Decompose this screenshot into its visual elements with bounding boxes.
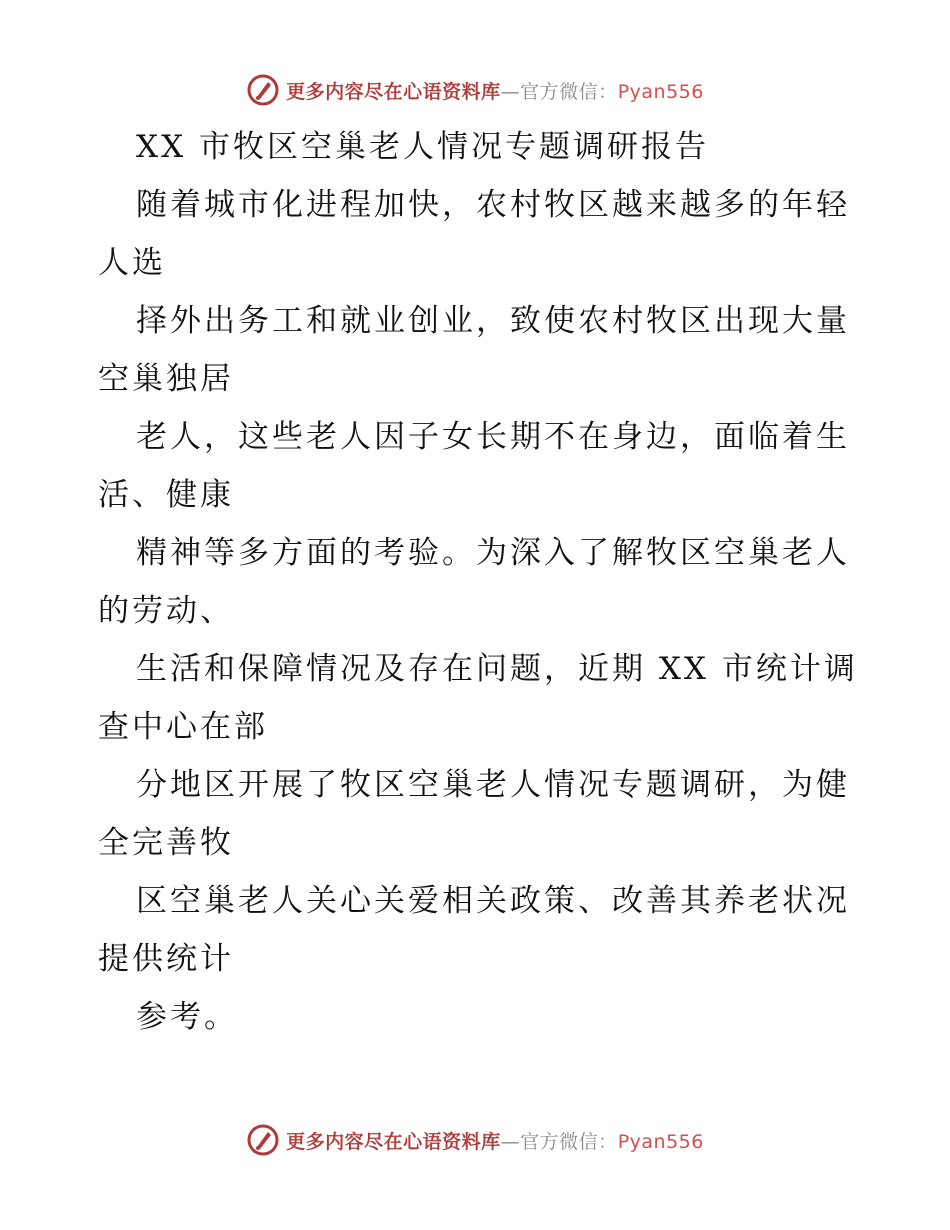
text-line: 生活和保障情况及存在问题，近期 XX 市统计调 xyxy=(136,651,858,687)
banner-text xyxy=(286,1127,704,1154)
banner-main-text: 更多内容尽在心语资料库 xyxy=(286,1130,501,1153)
banner-wechat-label: 官方微信： xyxy=(520,80,618,103)
text-line: 择外出务工和就业创业，致使农村牧区出现大量 xyxy=(136,303,850,339)
document-title: XX 市牧区空巢老人情况专题调研报告 xyxy=(136,129,709,165)
banner-inner xyxy=(246,73,704,107)
paragraph-lines xyxy=(98,176,858,1046)
document-body xyxy=(98,118,858,1046)
text-line: 参考。 xyxy=(136,999,238,1035)
banner-wechat-id: Pyan556 xyxy=(617,1130,704,1153)
text-line: 提供统计 xyxy=(98,941,234,977)
text-line: 人选 xyxy=(98,245,166,281)
footer-banner xyxy=(0,1120,950,1160)
banner-wechat-id: Pyan556 xyxy=(617,80,704,103)
banner-text xyxy=(286,77,704,104)
text-line: 空巢独居 xyxy=(98,361,234,397)
text-line: 老人，这些老人因子女长期不在身边，面临着生 xyxy=(136,419,850,455)
text-line: 的劳动、 xyxy=(98,593,234,629)
pen-logo-icon xyxy=(246,73,280,107)
banner-inner xyxy=(246,1123,704,1157)
text-line: 全完善牧 xyxy=(98,825,234,861)
text-line: 活、健康 xyxy=(98,477,234,513)
banner-dash: — xyxy=(500,1130,521,1153)
header-banner xyxy=(0,70,950,110)
banner-dash: — xyxy=(500,80,521,103)
text-line: 精神等多方面的考验。为深入了解牧区空巢老人 xyxy=(136,535,850,571)
pen-logo-icon xyxy=(246,1123,280,1157)
banner-wechat-label: 官方微信： xyxy=(520,1130,618,1153)
banner-main-text: 更多内容尽在心语资料库 xyxy=(286,80,501,103)
text-line: 区空巢老人关心关爱相关政策、改善其养老状况 xyxy=(136,883,850,919)
text-line: 分地区开展了牧区空巢老人情况专题调研，为健 xyxy=(136,767,850,803)
text-line: 查中心在部 xyxy=(98,709,268,745)
text-line: 随着城市化进程加快，农村牧区越来越多的年轻 xyxy=(136,187,850,223)
